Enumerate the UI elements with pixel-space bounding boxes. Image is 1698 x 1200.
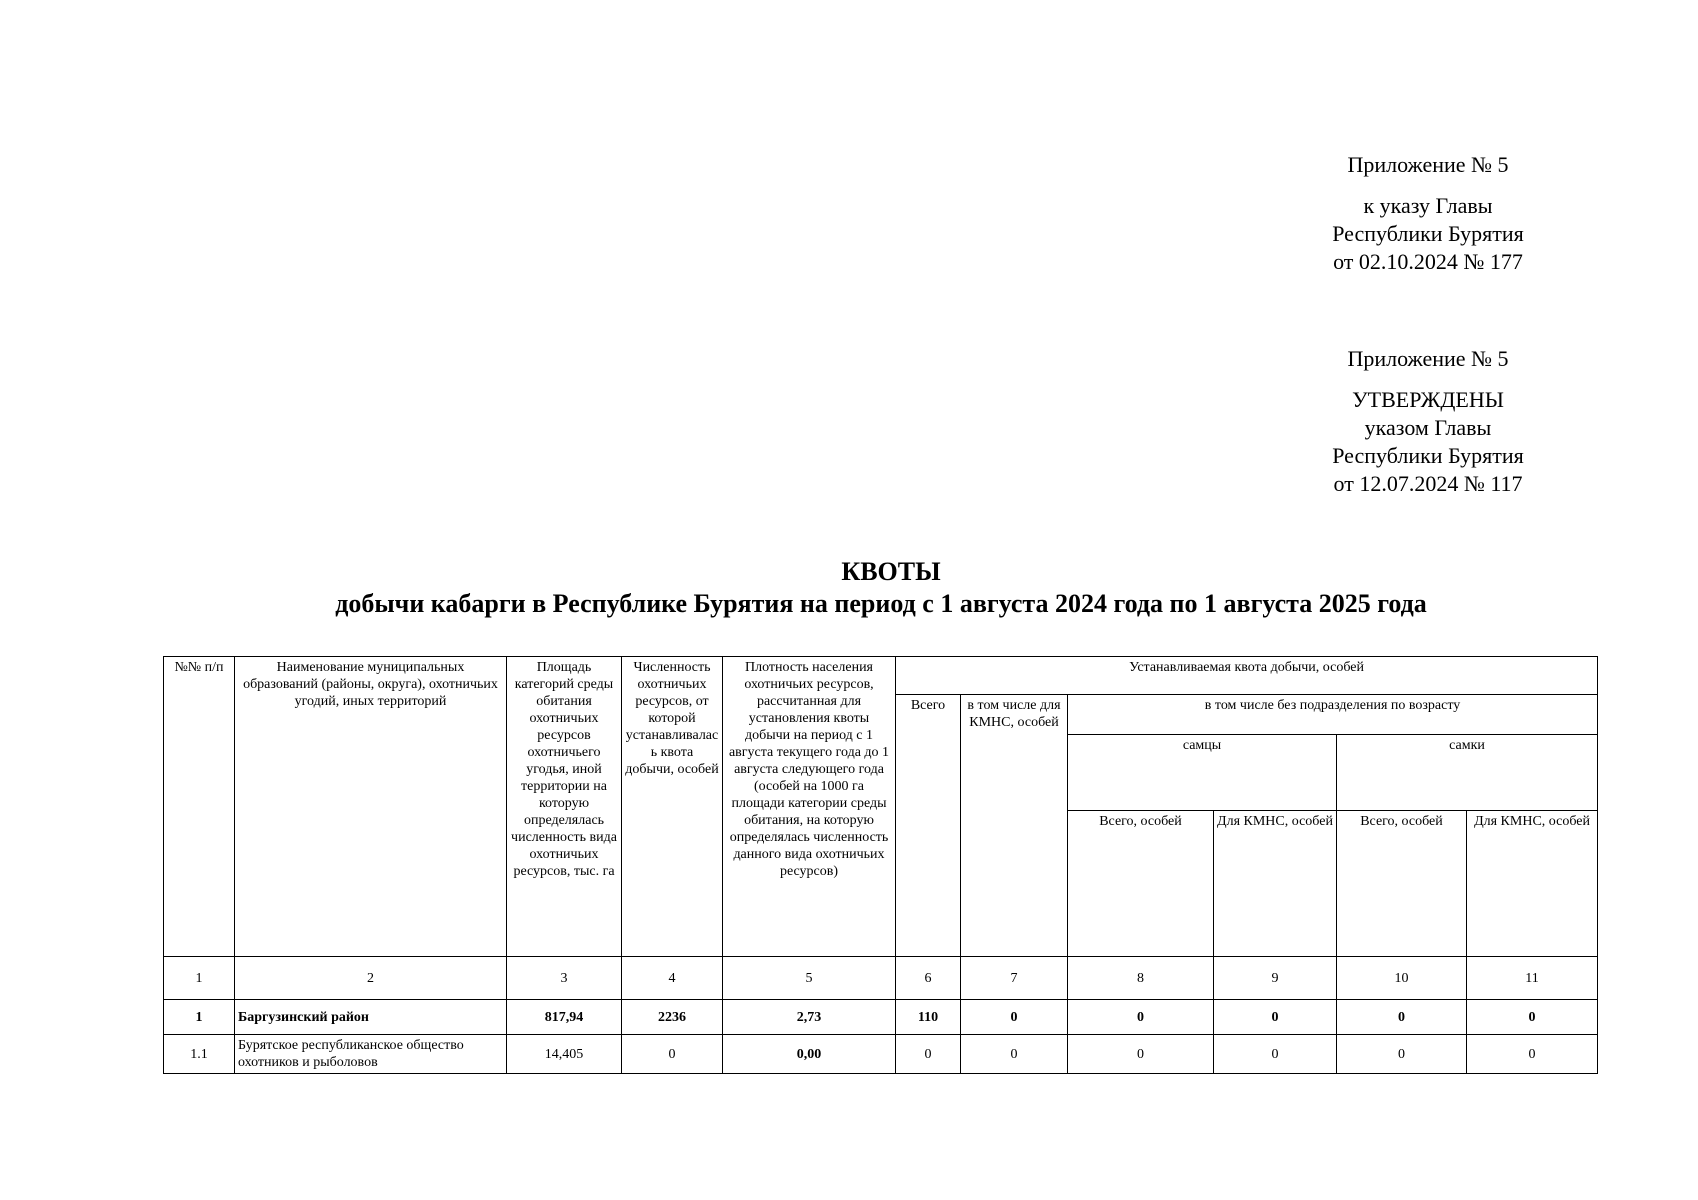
header-quota-kmns: в том числе для КМНС, особей: [961, 695, 1068, 957]
header-males-total: Всего, особей: [1068, 811, 1214, 957]
table-row: [164, 1000, 1598, 1035]
population: 0: [622, 1035, 723, 1074]
header-quota-group: Устанавливаемая квота добычи, особей: [896, 657, 1598, 695]
header-males: самцы: [1068, 735, 1337, 811]
appendix-number: Приложение № 5: [1347, 346, 1509, 371]
quota-total: 110: [896, 1000, 961, 1035]
column-index: 11: [1467, 957, 1598, 1000]
row-number: 1: [164, 1000, 235, 1035]
quota-kmns: 0: [961, 1035, 1068, 1074]
header-females-total: Всего, особей: [1337, 811, 1467, 957]
males-total: 0: [1068, 1035, 1214, 1074]
table-row: [164, 1035, 1598, 1074]
appendix-number: Приложение № 5: [1347, 152, 1509, 177]
header-habitat-area: Площадь категорий среды обитания охотничьих ресурсов охотничьего угодья, иной территории на которую определялась численность вида охотничьих ресурсов, тыс. га: [507, 657, 622, 957]
header-density: Плотность населения охотничьих ресурсов, рассчитанная для установления квоты добычи на период с 1 августа текущего года до 1 августа следующего года (особей на 1000 га площади категории среды обитания, на которую определялась численность данного вида охотничьих ресурсов): [723, 657, 896, 957]
column-index: 5: [723, 957, 896, 1000]
decree-authority: Республики Бурятия: [1332, 221, 1524, 246]
decree-reference: к указу Главы: [1363, 193, 1493, 218]
appendix-header-original: [1318, 345, 1538, 498]
header-no-age: в том числе без подразделения по возрасту: [1068, 695, 1598, 735]
header-males-kmns: Для КМНС, особей: [1214, 811, 1337, 957]
territory-name: Бурятское республиканское общество охотников и рыболовов: [235, 1035, 507, 1074]
females-total: 0: [1337, 1000, 1467, 1035]
document-subtitle: добычи кабарги в Республике Бурятия на период с 1 августа 2024 года по 1 августа 2025 года: [335, 589, 1427, 618]
females-kmns: 0: [1467, 1035, 1598, 1074]
decree-date: от 02.10.2024 № 177: [1333, 249, 1523, 274]
header-territory-name: Наименование муниципальных образований (районы, округа), охотничьих угодий, иных территорий: [235, 657, 507, 957]
column-index: 8: [1068, 957, 1214, 1000]
territory-name: Баргузинский район: [235, 1000, 507, 1035]
column-index: 10: [1337, 957, 1467, 1000]
document-title: КВОТЫ: [841, 557, 941, 586]
males-total: 0: [1068, 1000, 1214, 1035]
appendix-header-current: [1318, 151, 1538, 276]
column-index: 1: [164, 957, 235, 1000]
column-index: 4: [622, 957, 723, 1000]
header-females: самки: [1337, 735, 1598, 811]
quota-table: [163, 656, 1598, 1074]
header-population: Численность охотничьих ресурсов, от которой устанавливалась квота добычи, особей: [622, 657, 723, 957]
males-kmns: 0: [1214, 1000, 1337, 1035]
quota-kmns: 0: [961, 1000, 1068, 1035]
quota-total: 0: [896, 1035, 961, 1074]
approved-label: УТВЕРЖДЕНЫ: [1352, 387, 1504, 412]
population: 2236: [622, 1000, 723, 1035]
column-index: 6: [896, 957, 961, 1000]
header-quota-total: Всего: [896, 695, 961, 957]
density: 0,00: [723, 1035, 896, 1074]
decree-reference: указом Главы: [1364, 415, 1492, 440]
column-index: 9: [1214, 957, 1337, 1000]
habitat-area: 817,94: [507, 1000, 622, 1035]
males-kmns: 0: [1214, 1035, 1337, 1074]
females-total: 0: [1337, 1035, 1467, 1074]
decree-authority: Республики Бурятия: [1332, 443, 1524, 468]
females-kmns: 0: [1467, 1000, 1598, 1035]
row-number: 1.1: [164, 1035, 235, 1074]
density: 2,73: [723, 1000, 896, 1035]
column-index-row: [164, 957, 1598, 1000]
header-females-kmns: Для КМНС, особей: [1467, 811, 1598, 957]
column-index: 7: [961, 957, 1068, 1000]
column-index: 2: [235, 957, 507, 1000]
header-row-number: №№ п/п: [164, 657, 235, 957]
decree-date: от 12.07.2024 № 117: [1333, 471, 1523, 496]
column-index: 3: [507, 957, 622, 1000]
habitat-area: 14,405: [507, 1035, 622, 1074]
